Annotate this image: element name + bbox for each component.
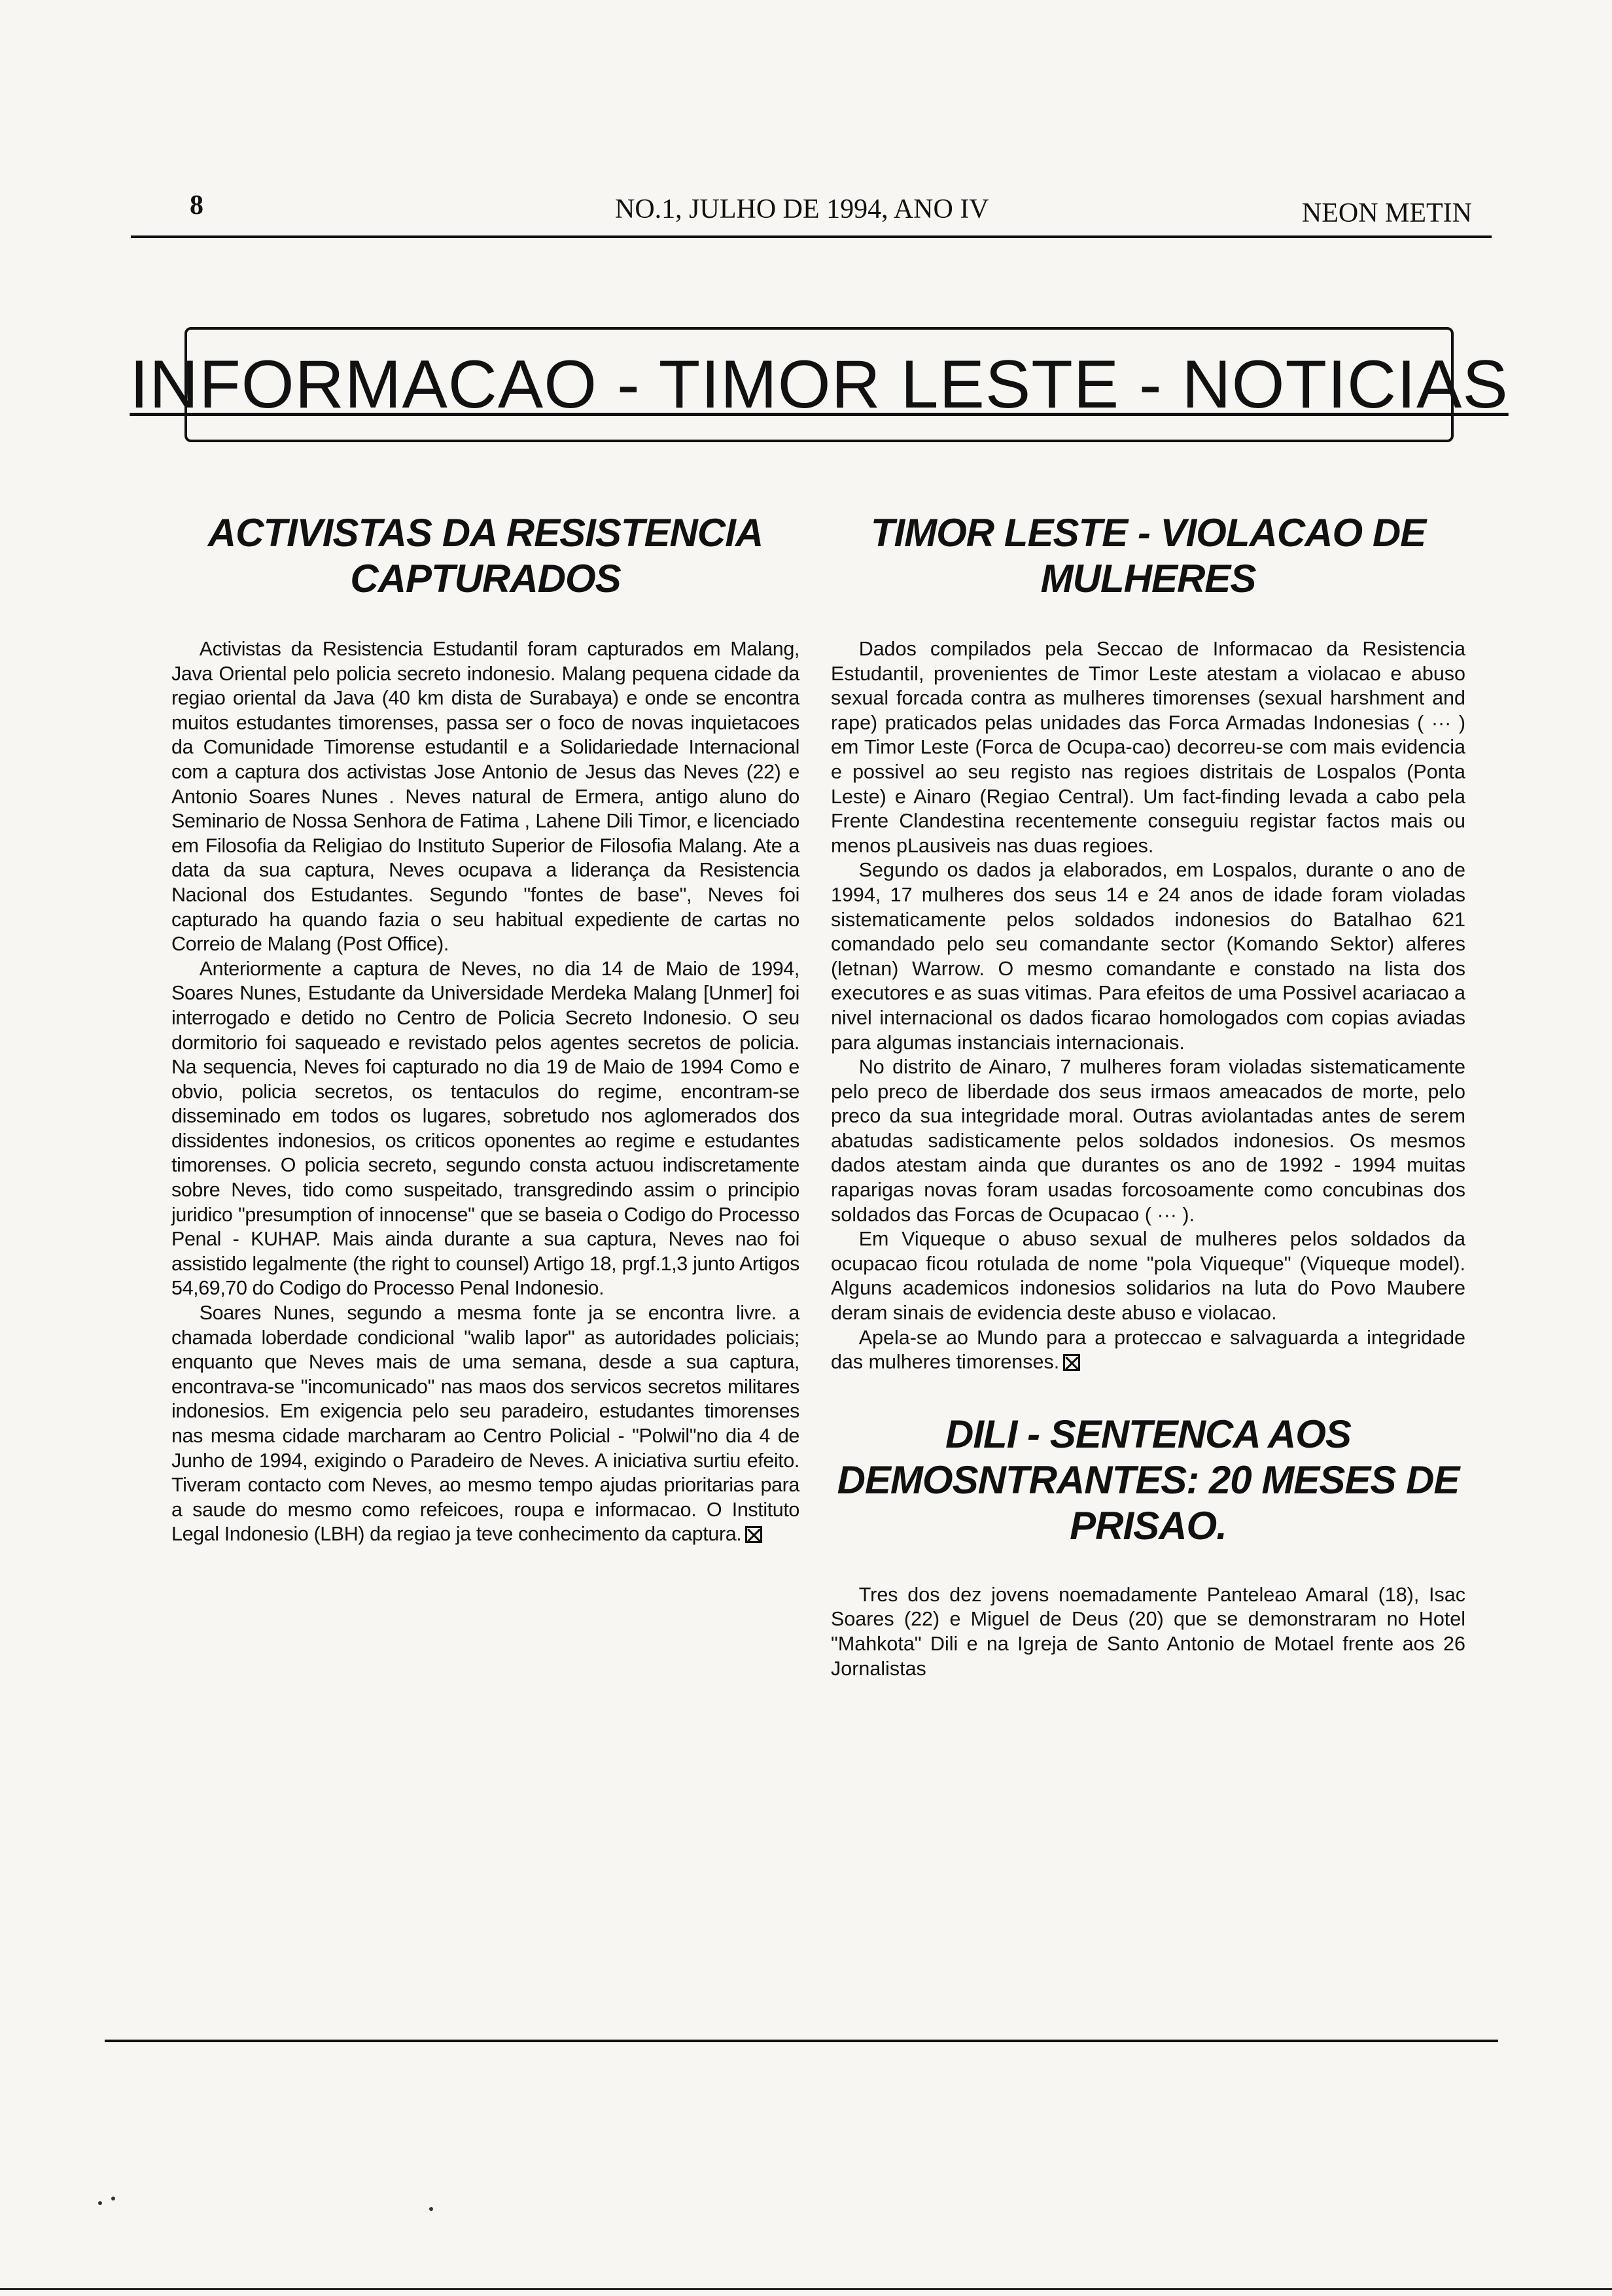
article1-paragraph: Anteriormente a captura de Neves, no dia 14 de Maio de 1994, Soares Nunes, Estudante da Universidade Merdeka Malang [Unmer] foi interrogado e detido no Centro de Policia Secreto Indonesio. O seu dormitorio foi saqueado e revistado pelos agentes secretos de policia. Na sequencia, Neves foi capturado no dia 19 de Maio de 1994 Como e obvio, policia secretos, os tentaculos do regime, encontram-se disseminado em todos os lugares, sobretudo nos aglomerados dos dissidentes indonesios, os criticos oponentes ao regime e estudantes timorenses. O policia secreto, segundo consta actuou indiscretamente sobre Neves, tido como suspeitado, transgredindo assim o principio juridico "presumption of innocense" que se baseia o Codigo do Processo Penal - KUHAP. Mais ainda durante a sua captura, Neves nao foi assistido legalmente (the right to counsel) Artigo 18, prgf.1,3 junto Artigos 54,69,70 do Codigo do Processo Penal Indonesio.: [171, 957, 799, 1300]
article2-paragraph: Dados compilados pela Seccao de Informacao da Resistencia Estudantil, provenientes de Timor Leste atestam a violacao e abuso sexual forcada contra as mulheres timorenses (sexual harshment and rape) praticados pelas unidades das Forca Armadas Indonesias ( ··· ) em Timor Leste (Forca de Ocupa-cao) decorreu-se com mais evidencia e possivel ao seu registo nas regioes distritais de Lospalos (Ponta Leste) e Ainaro (Regiao Central). Um fact-finding levada a cabo pela Frente Clandestina recentemente conseguiu registar factos mais ou menos pLausiveis nas duas regioes.: [831, 638, 1465, 857]
section-banner: [130, 327, 1509, 442]
article2-paragraph: Segundo os dados ja elaborados, em Lospalos, durante o ano de 1994, 17 mulheres dos seus 14 e 24 anos de idade foram violadas sistematicamente pelos soldados indonesios do Batalhao 621 comandado pelo seu comandante sector (Komando Sektor) alferes (letnan) Warrow. O mesmo comandante e constado na lista dos executores e as suas vitimas. Para efeitos de uma Possivel acariacao a nivel internacional os dados ficarao homologados com copias aviadas para algumas instanciais internacionais.: [831, 859, 1465, 1054]
article1-paragraph: [171, 1301, 799, 1547]
article2-body: [831, 637, 1465, 1375]
right-column: [831, 510, 1465, 1681]
article1-paragraph: Activistas da Resistencia Estudantil foram capturados em Malang, Java Oriental pelo policia secreto indonesio. Malang pequena cidade da regiao oriental da Java (40 km dista de Surabaya) e onde se encontra muitos estudantes timorenses, passa ser o foco de novas inquietacoes da Comunidade Timorense estudantil e a Solidariedade Internacional com a captura dos activistas Jose Antonio de Jesus das Neves (22) e Antonio Soares Nunes . Neves natural de Ermera, antigo aluno do Seminario de Nossa Senhora de Fatima , Lahene Dili Timor, e licenciado em Filosofia da Religiao do Instituto Superior de Filosofia Malang. Ate a data da sua captura, Neves ocupava a liderança da Resistencia Nacional dos Estudantes. Segundo "fontes de base", Neves foi capturado ha quando fazia o seu habitual expediente de cartas no Correio de Malang (Post Office).: [171, 638, 799, 956]
publication-name: NEON METIN: [1301, 198, 1472, 228]
scan-speck: [429, 2207, 433, 2211]
page-number: 8: [190, 190, 203, 220]
left-column: [171, 510, 799, 1547]
article3-headline: DILI - SENTENCA AOS DEMOSNTRANTES: 20 MESES DE PRISAO.: [837, 1412, 1460, 1548]
page-header: [131, 190, 1492, 229]
article1-paragraph-text: Soares Nunes, segundo a mesma fonte ja se encontra livre. a chamada loberdade condicional "walib lapor" as autoridades policiais; enquanto que Neves mais de uma semana, desde a sua captura, encontrava-se "incomunicado" nas maos dos servicos secretos militares indonesios. Em exigencia pelo seu paradeiro, estudantes timorenses nas mesma cidade marcharam ao Centro Policial - "Polwil"no dia 4 de Junho de 1994, exigindo o Paradeiro de Neves. A iniciativa surtiu efeito. Tiveram contacto com Neves, ao mesmo tempo ajudas prioritarias para a saude do mesmo como refeicoes, roupa e informacao. O Instituto Legal Indonesio (LBH) da regiao ja teve conhecimento da captura.: [171, 1302, 799, 1546]
article2-headline: TIMOR LESTE - VIOLACAO DE MULHERES: [870, 511, 1426, 600]
article2-paragraph: Em Viqueque o abuso sexual de mulheres pelos soldados da ocupacao ficou rotulada de nome "pola Viqueque" (Viqueque model). Alguns academicos indonesios solidarios na luta do Povo Maubere deram sinais de evidencia deste abuso e violacao.: [831, 1228, 1465, 1325]
article2-paragraph: No distrito de Ainaro, 7 mulheres foram violadas sistematicamente pelo preco de liberdade dos seus irmaos ameacados de morte, pelo preco da sua integridade moral. Outras aviolantadas antes de serem abatudas sadisticamente pelos soldados indonesios. Os mesmos dados atestam ainda que durantes os ano de 1992 - 1994 muitas raparigas novas foram usadas forcosoamente como concubinas dos soldados das Forcas de Ocupacao ( ··· ).: [831, 1056, 1465, 1226]
article3-paragraph: Tres dos dez jovens noemadamente Panteleao Amaral (18), Isac Soares (22) e Miguel de Deus (20) que se demonstraram no Hotel "Mahkota" Dili e na Igreja de Santo Antonio de Motael frente aos 26 Jornalistas: [831, 1583, 1465, 1680]
footer-rule: [105, 2040, 1498, 2042]
scan-edge-line: [0, 2288, 1612, 2290]
article3-body: [831, 1583, 1465, 1681]
article1-body: [171, 637, 799, 1547]
header-rule: [131, 235, 1492, 238]
article2-paragraph: [831, 1326, 1465, 1375]
scan-speck: [98, 2201, 102, 2205]
article1-headline: ACTIVISTAS DA RESISTENCIA CAPTURADOS: [207, 511, 763, 600]
article2-paragraph-text: Apela-se ao Mundo para a proteccao e salvaguarda a integridade das mulheres timorenses.: [831, 1326, 1465, 1374]
end-mark-icon: [745, 1526, 762, 1543]
end-mark-icon: [1063, 1354, 1080, 1371]
issue-info: NO.1, JULHO DE 1994, ANO IV: [615, 194, 989, 224]
scan-speck: [111, 2197, 115, 2200]
banner-title: INFORMACAO - TIMOR LESTE - NOTICIAS: [130, 346, 1509, 423]
